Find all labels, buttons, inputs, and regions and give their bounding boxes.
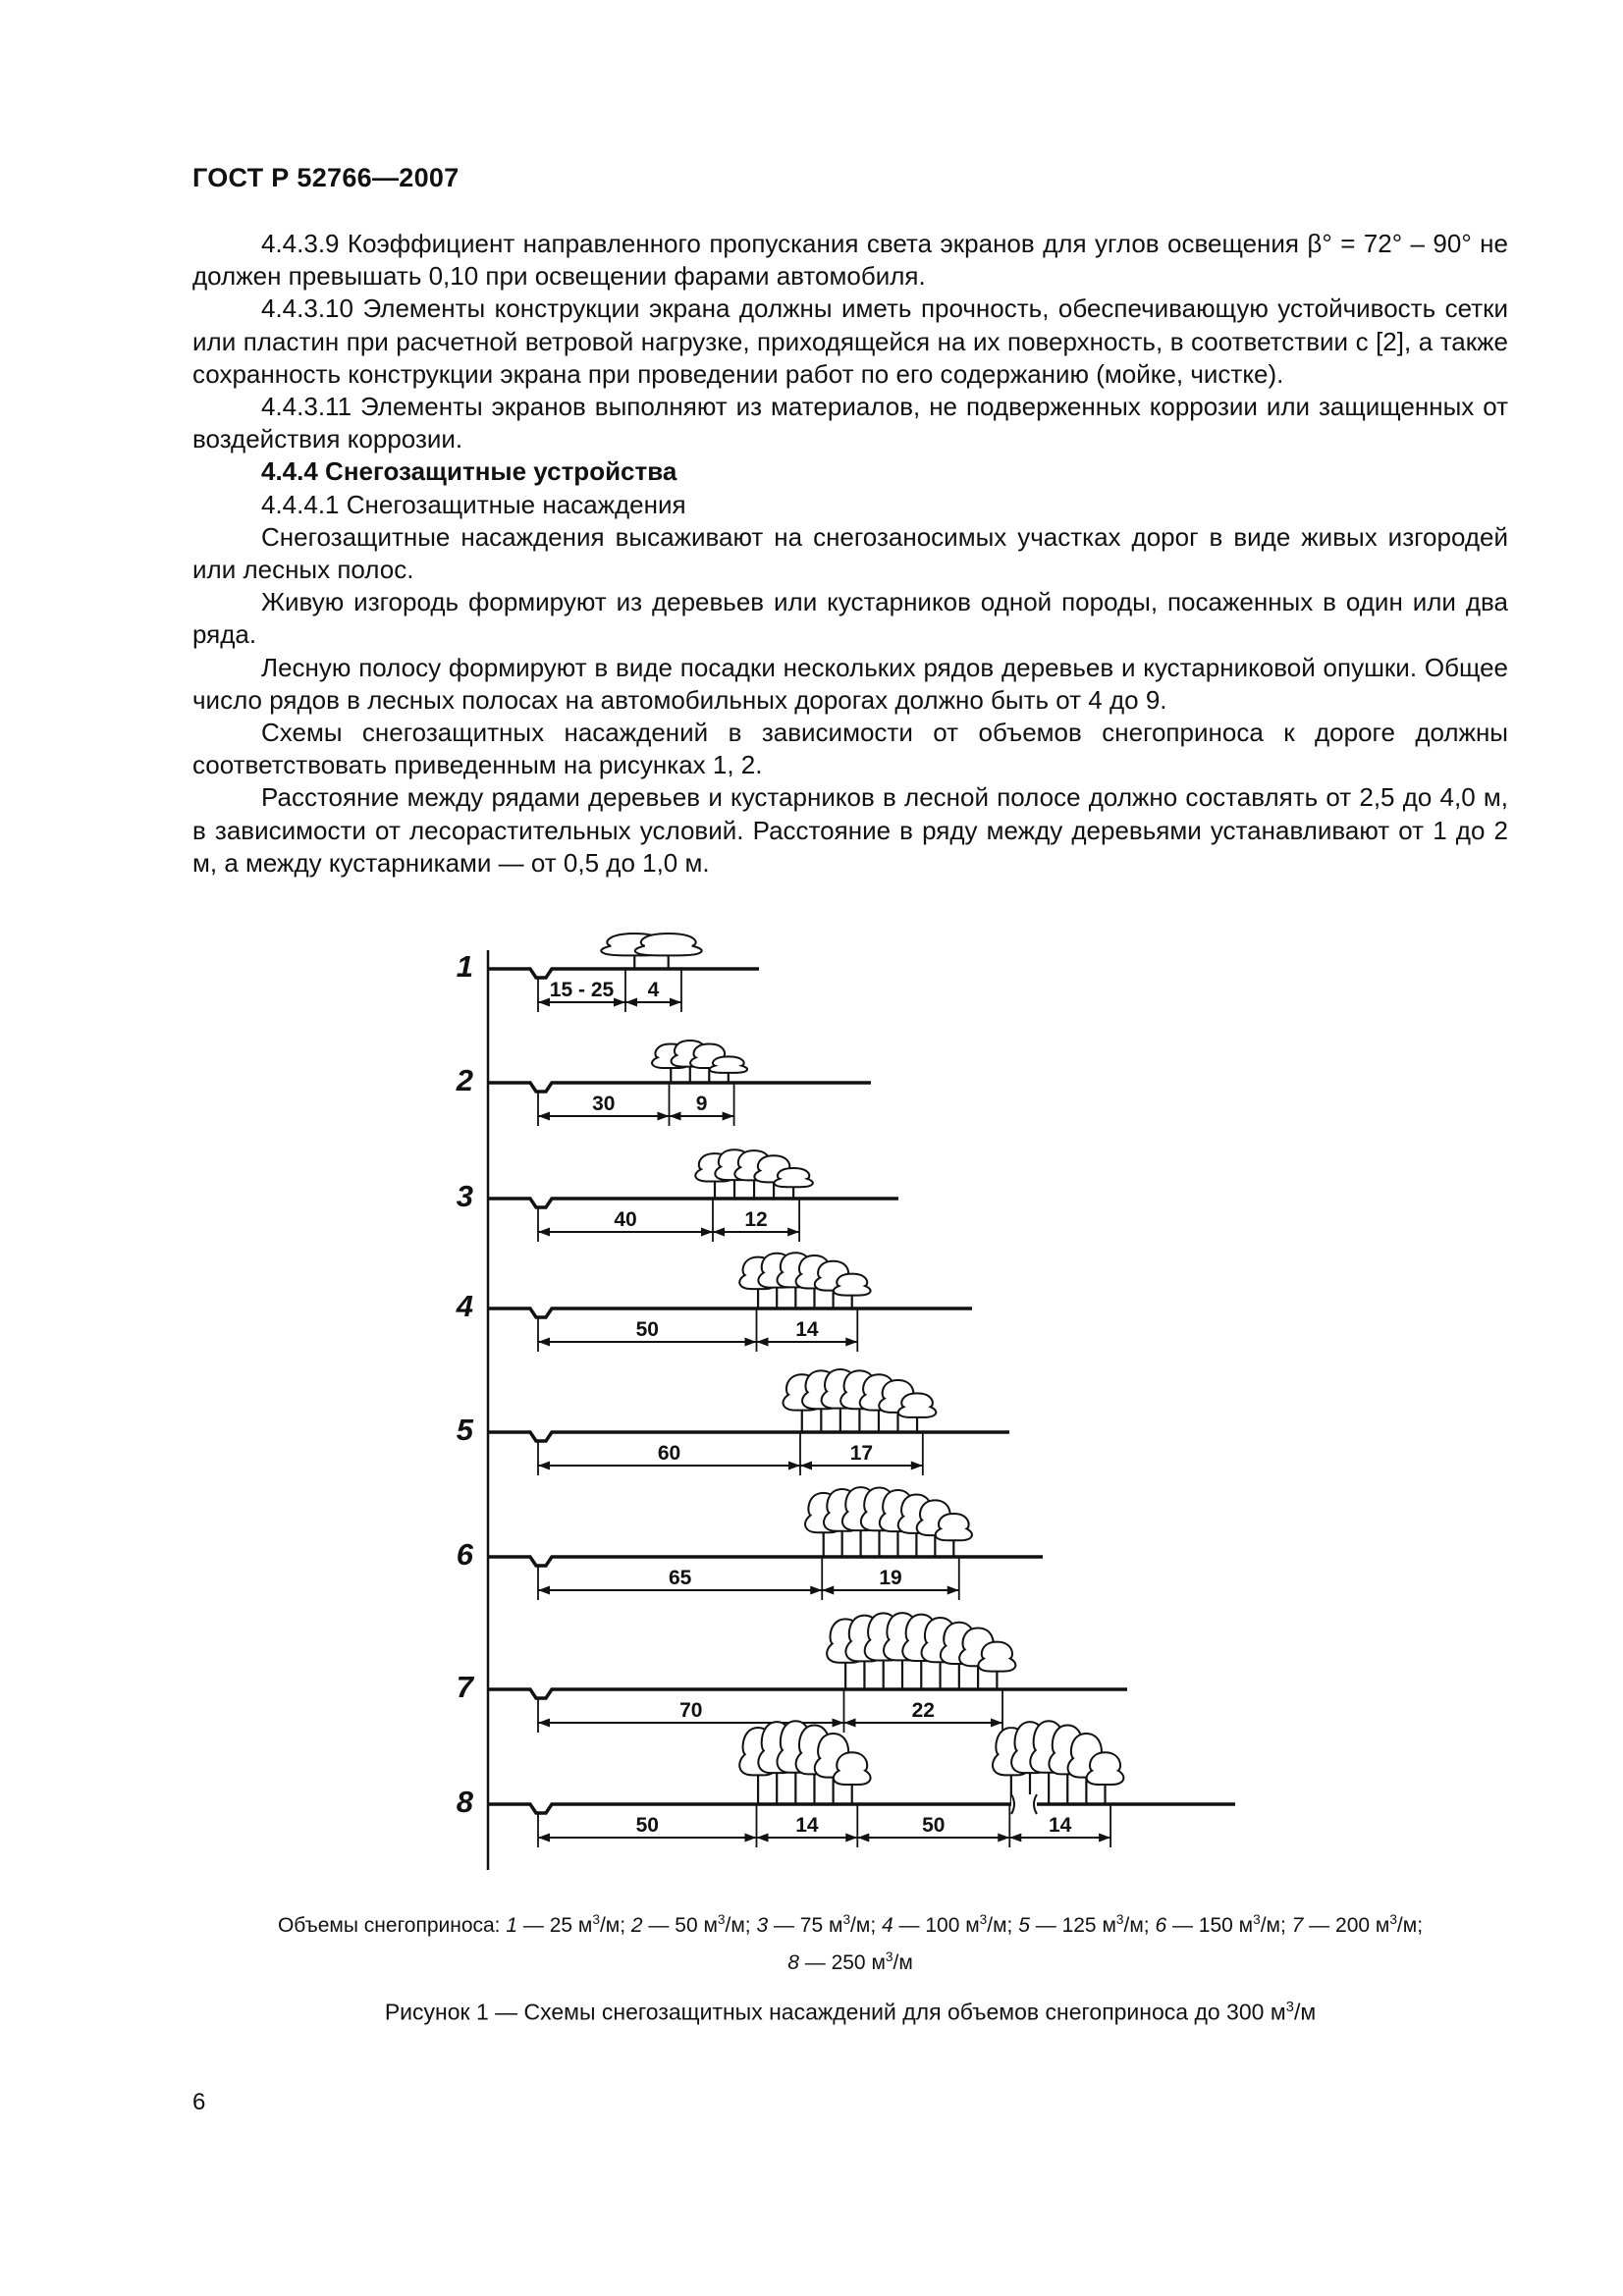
tree-crown (978, 1642, 1015, 1672)
tree-crown (1087, 1752, 1124, 1785)
volume-item (787, 1951, 913, 1974)
section-heading-4-4-4: 4.4.4 Снегозащитные устройства (261, 456, 677, 487)
distance-dimension-label: 65 (668, 1567, 692, 1589)
scheme-number: 4 (456, 1289, 473, 1323)
distance-dimension-label: 70 (679, 1699, 703, 1722)
tree-crown (834, 1274, 871, 1296)
arrowhead (538, 1719, 550, 1728)
tree-crown (635, 934, 702, 955)
paragraph-hedge: Живую изгородь формируют из деревьев или кустарников одной породы, посаженных в один или два ряда. (192, 587, 1508, 650)
tree-crown (710, 1056, 747, 1073)
volume-unit-sup: 3 (1389, 1912, 1397, 1927)
volume-value: — 75 м (768, 1914, 843, 1937)
scheme-number: 2 (456, 1063, 473, 1097)
volume-unit-sup: 3 (885, 1949, 893, 1964)
belt-width-dimension-label: 14 (795, 1814, 819, 1837)
arrowhead (998, 1834, 1009, 1842)
ground-line (488, 969, 759, 978)
distance-dimension-label: 30 (592, 1093, 616, 1115)
tree-crown (834, 1752, 871, 1785)
volume-unit-sup: 3 (717, 1912, 726, 1927)
belt-width-dimension-label: 22 (911, 1699, 935, 1722)
gap-dimension-label: 50 (922, 1814, 946, 1837)
ground-line (488, 1689, 1127, 1698)
arrowhead (1009, 1834, 1021, 1842)
arrowhead (538, 1586, 550, 1595)
volume-item (625, 1914, 751, 1937)
arrowhead (670, 998, 681, 1007)
volume-unit-tail: /м; (1396, 1914, 1424, 1937)
volume-unit-tail: /м (893, 1951, 913, 1974)
arrowhead (723, 1112, 734, 1121)
tree-crown (898, 1393, 937, 1417)
figure-note (192, 1904, 1508, 1979)
volume-scheme-number: 8 (787, 1951, 799, 1974)
paragraph-4-4-3-9: 4.4.3.9 Коэффициент направленного пропускания света экранов для углов освещения β° = 72° – 90° не должен превышать 0,10 при освещении фарами автомобиля. (192, 229, 1508, 292)
distance-dimension-label: 50 (635, 1814, 659, 1837)
volume-scheme-number: 2 (630, 1914, 643, 1937)
arrowhead (670, 1112, 681, 1121)
ground-line (488, 1199, 898, 1207)
paragraph-4-4-3-11: 4.4.3.11 Элементы экранов выполняют из материалов, не подверженных коррозии или защищенных от воздействия коррозии. (192, 392, 1508, 454)
scheme-number: 1 (456, 949, 473, 984)
volume-scheme-number: 6 (1155, 1914, 1167, 1937)
volume-scheme-number: 3 (756, 1914, 769, 1937)
volume-value: — 100 м (893, 1914, 980, 1937)
tree-crown (774, 1168, 812, 1187)
volume-unit-sup: 3 (842, 1912, 851, 1927)
volume-scheme-number: 5 (1018, 1914, 1030, 1937)
arrowhead (787, 1228, 799, 1237)
volume-unit-tail: /м; (1123, 1914, 1150, 1937)
arrowhead (757, 1834, 769, 1842)
distance-dimension-label: 40 (614, 1208, 637, 1231)
volume-list (506, 1914, 1423, 1974)
arrowhead (614, 998, 625, 1007)
volume-item (751, 1914, 877, 1937)
arrowhead (833, 1719, 844, 1728)
arrowhead (538, 1338, 550, 1347)
arrowhead (844, 1719, 856, 1728)
arrowhead (1099, 1834, 1110, 1842)
volume-unit-tail: /м; (1260, 1914, 1286, 1937)
arrowhead (745, 1338, 757, 1347)
arrowhead (538, 998, 550, 1007)
volume-unit-sup: 3 (592, 1912, 600, 1927)
caption-tail: /м (1293, 1999, 1317, 2025)
arrowhead (538, 1228, 550, 1237)
paragraph-row-spacing: Расстояние между рядами деревьев и кустарников в лесной полосе должно составлять от 2,5 до 4,0 м, в зависимости от лесорастительных условий. Расстояние в ряду между деревьями устанавливают от 1 до 2 м, а между кустарниками — от 0,5 до 1,0 м. (192, 782, 1508, 878)
volume-unit-tail: /м; (725, 1914, 751, 1937)
scheme-number: 5 (456, 1413, 473, 1447)
volume-value: — 200 м (1303, 1914, 1390, 1937)
volume-scheme-number: 4 (882, 1914, 893, 1937)
scheme-number: 3 (456, 1179, 473, 1213)
ground-line (488, 1804, 1235, 1813)
volume-unit-sup: 3 (979, 1912, 988, 1927)
figure-1-diagram (0, 913, 1623, 1895)
volume-unit-tail: /м; (987, 1914, 1013, 1937)
figure-caption (192, 1999, 1508, 2026)
arrowhead (658, 1112, 670, 1121)
belt-width-dimension-label: 9 (695, 1093, 708, 1115)
belt-width-dimension-label: 14 (795, 1318, 819, 1341)
ground-line (488, 1083, 871, 1092)
volume-unit-sup: 3 (1115, 1912, 1124, 1927)
belt-width-dimension-label: 17 (849, 1442, 874, 1465)
arrowhead (757, 1338, 769, 1347)
paragraph-plantings: Снегозащитные насаждения высаживают на снегозаносимых участках дорог в виде живых изгородей или лесных полос. (192, 521, 1508, 585)
arrowhead (845, 1338, 857, 1347)
arrowhead (788, 1462, 800, 1470)
arrowhead (857, 1834, 869, 1842)
volume-item (876, 1914, 1012, 1937)
arrowhead (713, 1228, 725, 1237)
arrowhead (991, 1719, 1002, 1728)
volume-item (1286, 1914, 1423, 1937)
distance-dimension-label: 60 (657, 1442, 681, 1465)
volume-unit-tail: /м; (850, 1914, 877, 1937)
volume-value: — 25 м (517, 1914, 593, 1937)
scheme-number: 6 (456, 1537, 473, 1572)
arrowhead (538, 1112, 550, 1121)
arrowhead (947, 1586, 959, 1595)
volume-value: — 150 м (1166, 1914, 1254, 1937)
ground-line (488, 1308, 972, 1317)
ground-line (488, 1432, 1009, 1441)
volume-item (1150, 1914, 1286, 1937)
belt-width-dimension-label: 12 (744, 1208, 768, 1231)
volume-unit-tail: /м; (599, 1914, 626, 1937)
volume-value: — 125 м (1029, 1914, 1116, 1937)
arrowhead (538, 1834, 550, 1842)
subsection-heading-4-4-4-1: 4.4.4.1 Снегозащитные насаждения (261, 489, 686, 519)
caption-sup: 3 (1285, 1999, 1294, 2015)
figure-1 (0, 913, 1623, 1895)
caption-text: Рисунок 1 — Схемы снегозащитных насаждений для объемов снегоприноса до 300 м (384, 1999, 1286, 2025)
belt-width-dimension-label: 4 (647, 979, 660, 1001)
document-header: ГОСТ Р 52766—2007 (192, 163, 460, 192)
volume-unit-sup: 3 (1253, 1912, 1261, 1927)
arrowhead (800, 1462, 812, 1470)
paragraph-forest-belt: Лесную полосу формируют в виде посадки нескольких рядов деревьев и кустарниковой опушки. Общее число рядов в лесных полосах на автомобильных дорогах должно быть от 4 до 9. (192, 652, 1508, 715)
volume-item (506, 1914, 625, 1937)
scheme-number: 8 (456, 1785, 473, 1819)
body-text (192, 228, 1508, 880)
arrowhead (701, 1228, 713, 1237)
paragraph-schemes: Схемы снегозащитных насаждений в зависимости от объемов снегоприноса к дороге должны соответствовать приведенным на рисунках 1, 2. (192, 718, 1508, 780)
belt-width-dimension-label: 19 (879, 1567, 902, 1589)
arrowhead (538, 1462, 550, 1470)
distance-dimension-label: 15 - 25 (549, 979, 615, 1001)
page-number: 6 (192, 2089, 206, 2115)
arrowhead (625, 998, 637, 1007)
volume-item (1012, 1914, 1149, 1937)
paragraph-4-4-3-10: 4.4.3.10 Элементы конструкции экрана должны иметь прочность, обеспечивающую устойчивость сетки или пластин при расчетной ветровой нагрузке, приходящейся на их поверхность, в соответствии с [2], а также сохранность конструкции экрана при проведении работ по его содержанию (мойке, чистке). (192, 294, 1508, 389)
belt-width-dimension-2-label: 14 (1049, 1814, 1072, 1837)
arrowhead (810, 1586, 822, 1595)
scheme-number: 7 (456, 1670, 473, 1704)
arrowhead (745, 1834, 757, 1842)
arrowhead (911, 1462, 923, 1470)
volume-value: — 250 м (798, 1951, 886, 1974)
tree-crown (936, 1514, 972, 1540)
volume-scheme-number: 7 (1291, 1914, 1304, 1937)
volume-scheme-number: 1 (506, 1914, 518, 1937)
arrowhead (845, 1834, 857, 1842)
volume-value: — 50 м (642, 1914, 718, 1937)
arrowhead (822, 1586, 834, 1595)
distance-dimension-label: 50 (635, 1318, 659, 1341)
note-prefix: Объемы снегоприноса: (277, 1914, 501, 1937)
